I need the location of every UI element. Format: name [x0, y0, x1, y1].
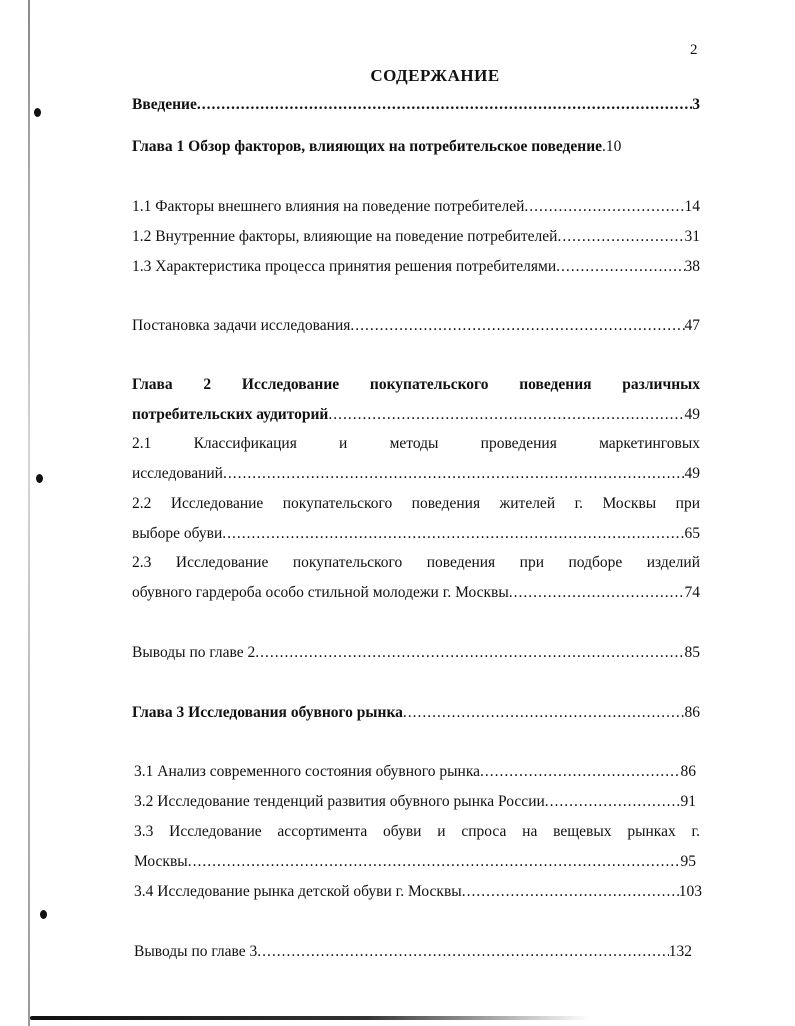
- toc-entry-chapter-2[interactable]: [132, 406, 700, 424]
- toc-entry-text: Глава 3 Исследования обувного рынка: [132, 704, 403, 721]
- toc-entry-3-2[interactable]: [134, 793, 696, 811]
- punch-hole-mark: [34, 108, 41, 117]
- toc-leader-dots: [524, 198, 684, 216]
- toc-entry-2-2[interactable]: [132, 525, 700, 543]
- punch-hole-mark: [36, 474, 43, 483]
- toc-title: СОДЕРЖАНИЕ: [370, 66, 500, 85]
- toc-entry-1-3[interactable]: [132, 258, 700, 276]
- toc-entry-text: Глава 1 Обзор факторов, влияющих на потребительское поведение: [132, 138, 603, 155]
- toc-entry-page: 31: [684, 228, 700, 245]
- page-number: 2: [690, 42, 698, 58]
- toc-entry-text: 1.3 Характеристика процесса принятия решения потребителями: [132, 258, 557, 275]
- scan-bottom-edge: [30, 1016, 590, 1020]
- toc-entry-text: 1.1 Факторы внешнего влияния на поведение потребителей: [132, 198, 525, 215]
- toc-entry-page: 65: [684, 525, 700, 542]
- toc-entry-text: 3.1 Анализ современного состояния обувного рынка: [134, 763, 481, 780]
- toc-entry-chapter-3[interactable]: [132, 704, 700, 722]
- toc-entry-2-1[interactable]: [132, 465, 700, 483]
- toc-entry-text: потребительских аудиторий: [132, 406, 329, 423]
- punch-hole-mark: [40, 910, 47, 919]
- toc-entry-text: выборе обуви: [132, 525, 223, 542]
- toc-entry-text: Выводы по главе 3: [134, 943, 258, 960]
- toc-entry-3-1[interactable]: [134, 763, 696, 781]
- toc-entry-chapter-1[interactable]: [132, 138, 700, 156]
- toc-entry-conclusions-3[interactable]: [134, 943, 692, 961]
- toc-entry-page: 38: [684, 258, 700, 275]
- toc-entry-text: Выводы по главе 2: [132, 644, 256, 661]
- toc-entry-text: исследований: [132, 465, 223, 482]
- toc-leader-dots: [223, 465, 685, 483]
- toc-entry-page: 103: [678, 883, 702, 900]
- toc-leader-dots: [188, 853, 681, 871]
- toc-entry-page: 86: [684, 704, 700, 721]
- toc-entry-page: 49: [684, 465, 700, 482]
- toc-entry-3-4[interactable]: [134, 883, 702, 901]
- toc-entry-page: 91: [680, 793, 696, 810]
- toc-leader-dots: [350, 317, 684, 335]
- toc-entry-text: Постановка задачи исследования: [132, 317, 351, 334]
- toc-entry-3-3-line1[interactable]: 3.3 Исследование ассортимента обуви и спроса на вещевых рынках г.: [134, 823, 700, 840]
- toc-leader-dots: [557, 228, 684, 246]
- toc-entry-page: 95: [680, 853, 696, 870]
- toc-entry-page: 47: [684, 317, 700, 334]
- toc-entry-3-3[interactable]: [134, 853, 696, 871]
- toc-entry-1-2[interactable]: [132, 228, 700, 246]
- toc-leader-dots: [462, 883, 679, 901]
- toc-entry-page: 86: [680, 763, 696, 780]
- toc-leader-dots: [480, 763, 680, 781]
- toc-entry-text: 3.4 Исследование рынка детской обуви г. Москвы: [134, 883, 462, 900]
- toc-leader-dots: [328, 406, 684, 424]
- toc-entry-task[interactable]: [132, 317, 700, 335]
- toc-entry-2-1-line1[interactable]: 2.1 Классификация и методы проведения маркетинговых: [132, 435, 700, 452]
- toc-leader-dots: [509, 584, 685, 602]
- toc-entry-page: 132: [668, 943, 692, 960]
- toc-leader-dots: [556, 258, 684, 276]
- toc-entry-chapter-2-line1[interactable]: Глава 2 Исследование покупательского поведения различных: [132, 376, 700, 393]
- toc-entry-2-3[interactable]: [132, 584, 700, 602]
- toc-leader-dots: [403, 704, 685, 722]
- toc-leader-dots: [545, 793, 681, 811]
- toc-entry-text: 3.2 Исследование тенденций развития обувного рынка России: [134, 793, 545, 810]
- toc-entry-1-1[interactable]: [132, 198, 700, 216]
- toc-leader-dots: [222, 525, 684, 543]
- toc-entry-page: 49: [684, 406, 700, 423]
- toc-entry-text: 1.2 Внутренние факторы, влияющие на поведение потребителей: [132, 228, 558, 245]
- scan-left-edge: [28, 0, 30, 1026]
- toc-entry-page: 3: [692, 96, 700, 113]
- toc-entry-conclusions-2[interactable]: [132, 644, 700, 662]
- toc-leader-dots: [257, 943, 668, 961]
- toc-leader-dots: [197, 96, 692, 114]
- toc-entry-text: Введение: [132, 96, 197, 113]
- toc-entry-page: 74: [684, 584, 700, 601]
- toc-entry-page: .10: [602, 138, 622, 155]
- toc-entry-text: Москвы: [134, 853, 188, 870]
- toc-entry-page: 14: [684, 198, 700, 215]
- toc-entry-2-2-line1[interactable]: 2.2 Исследование покупательского поведения жителей г. Москвы при: [132, 495, 700, 512]
- toc-entry-text: обувного гардероба особо стильной молодежи г. Москвы: [132, 584, 509, 601]
- toc-entry-2-3-line1[interactable]: 2.3 Исследование покупательского поведения при подборе изделий: [132, 554, 700, 571]
- toc-leader-dots: [255, 644, 684, 662]
- toc-entry-intro[interactable]: [132, 96, 700, 114]
- toc-entry-page: 85: [684, 644, 700, 661]
